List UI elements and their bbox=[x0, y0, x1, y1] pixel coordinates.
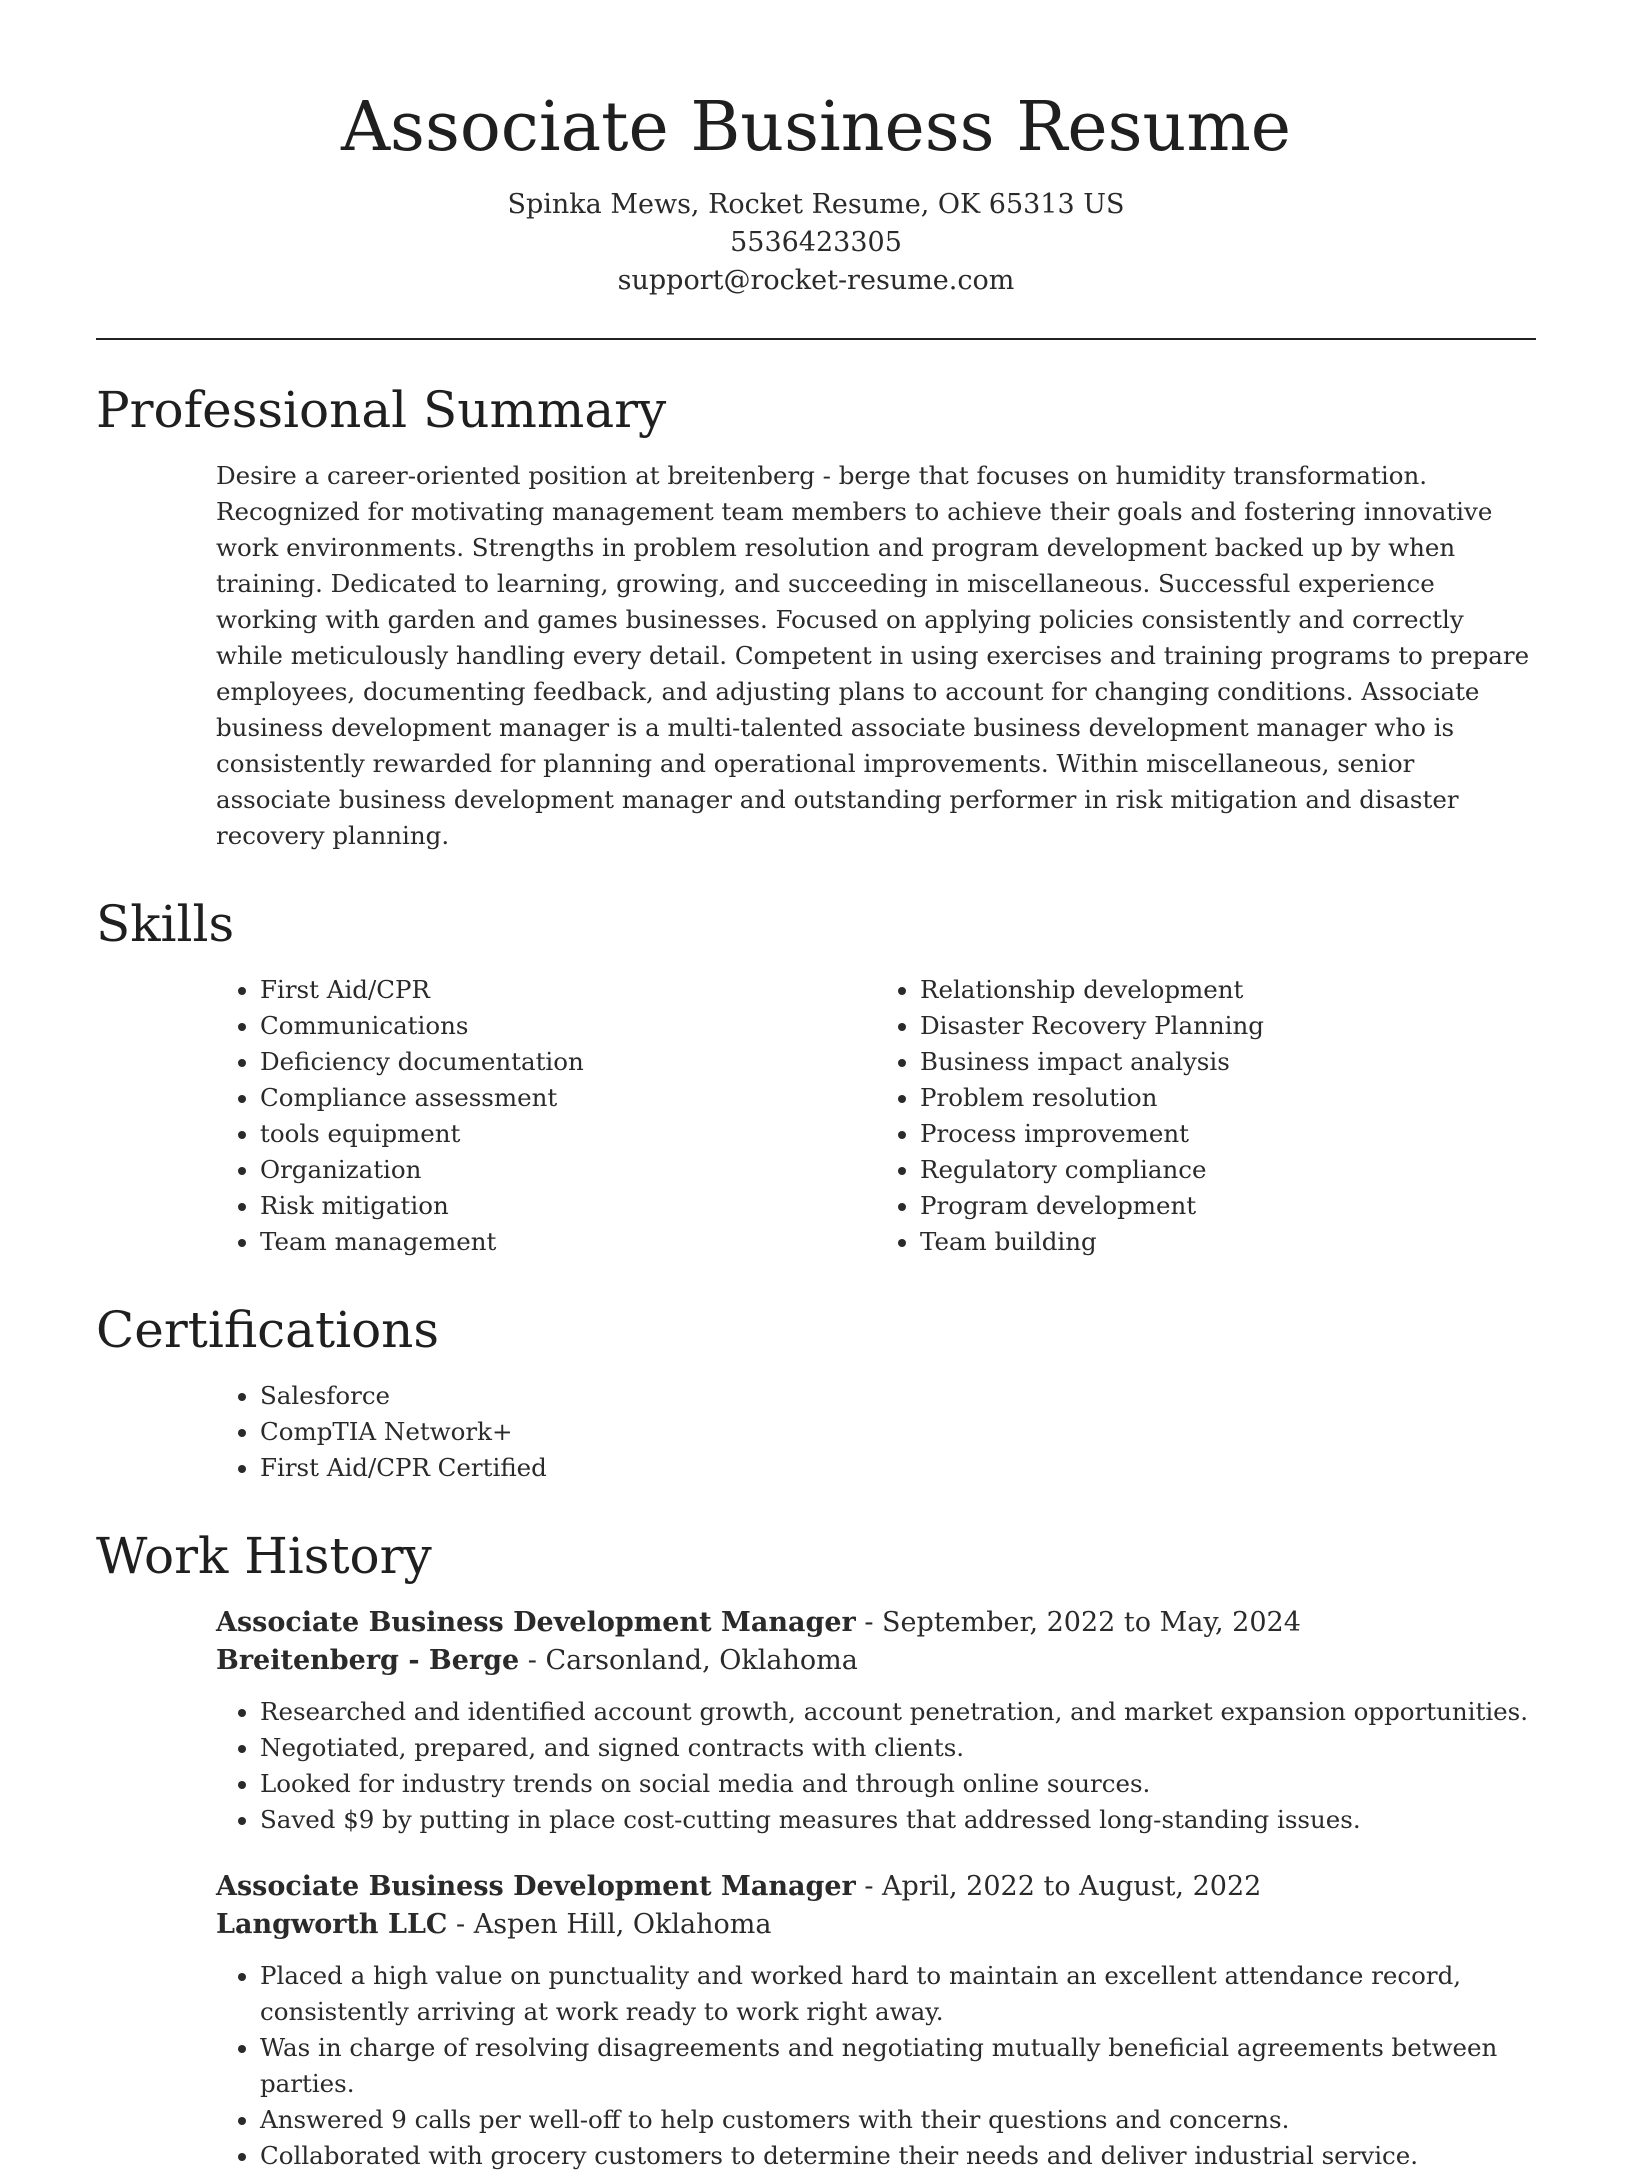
skills-heading: Skills bbox=[96, 895, 235, 953]
job-bullet: • Was in charge of resolving disagreements and negotiating mutually beneficial agreements between parties. bbox=[260, 2030, 1536, 2102]
job-dates: - April, 2022 to August, 2022 bbox=[855, 1871, 1262, 1902]
job-title-line bbox=[216, 1604, 1536, 1642]
job-bullet: • Looked for industry trends on social media and through online sources. bbox=[260, 1766, 1536, 1802]
work-history-heading: Work History bbox=[96, 1527, 432, 1585]
job-company-line bbox=[216, 1642, 1536, 1680]
summary-text: Desire a career-oriented position at breitenberg - berge that focuses on humidity transformation. Recognized for motivating management team members to achieve their goals and fostering innovative work environments. Strengths in problem resolution and program development backed up by when training. Dedicated to learning, growing, and succeeding in miscellaneous. Successful experience working with garden and games businesses. Focused on applying policies consistently and correctly while meticulously handling every detail. Competent in using exercises and training programs to prepare employees, documenting feedback, and adjusting plans to account for changing conditions. Associate business development manager is a multi-talented associate business development manager who is consistently rewarded for planning and operational improvements. Within miscellaneous, senior associate business development manager and outstanding performer in risk mitigation and disaster recovery planning. bbox=[216, 461, 1530, 850]
skill-item: • Relationship development bbox=[920, 972, 1536, 1008]
certifications-section bbox=[216, 1378, 1536, 1486]
contact-address: Spinka Mews, Rocket Resume, OK 65313 US bbox=[507, 189, 1125, 220]
resume-header bbox=[96, 0, 1536, 300]
skill-item: • Process improvement bbox=[920, 1116, 1536, 1152]
job-entry bbox=[216, 1604, 1536, 1838]
job-bullets bbox=[216, 1958, 1536, 2174]
skills-section bbox=[216, 972, 1536, 1260]
job-company-line bbox=[216, 1906, 1536, 1944]
job-company: Langworth LLC bbox=[216, 1909, 448, 1940]
skill-item: • Risk mitigation bbox=[260, 1188, 876, 1224]
skill-item: • Organization bbox=[260, 1152, 876, 1188]
skill-item: • Communications bbox=[260, 1008, 876, 1044]
job-bullets bbox=[216, 1694, 1536, 1838]
job-title-line bbox=[216, 1868, 1536, 1906]
skills-list-left bbox=[216, 972, 876, 1260]
skill-item: • Compliance assessment bbox=[260, 1080, 876, 1116]
certification-item: • CompTIA Network+ bbox=[260, 1414, 1536, 1450]
job-company: Breitenberg - Berge bbox=[216, 1645, 520, 1676]
contact-info bbox=[96, 186, 1536, 300]
resume-title: Associate Business Resume bbox=[340, 88, 1292, 167]
skill-item: • Program development bbox=[920, 1188, 1536, 1224]
certification-item: • First Aid/CPR Certified bbox=[260, 1450, 1536, 1486]
job-bullet: • Negotiated, prepared, and signed contracts with clients. bbox=[260, 1730, 1536, 1766]
job-title: Associate Business Development Manager bbox=[216, 1871, 856, 1902]
certification-item: • Salesforce bbox=[260, 1378, 1536, 1414]
summary-section bbox=[216, 458, 1536, 854]
work-history-section bbox=[216, 1604, 1536, 2174]
certifications-heading: Certifications bbox=[96, 1301, 440, 1359]
job-bullet: • Saved $9 by putting in place cost-cutting measures that addressed long-standing issues. bbox=[260, 1802, 1536, 1838]
job-bullet: • Collaborated with grocery customers to determine their needs and deliver industrial service. bbox=[260, 2138, 1536, 2174]
skill-item: • Problem resolution bbox=[920, 1080, 1536, 1116]
job-location: - Aspen Hill, Oklahoma bbox=[447, 1909, 772, 1940]
header-divider bbox=[96, 338, 1536, 340]
contact-phone: 5536423305 bbox=[730, 227, 902, 258]
skill-item: • Regulatory compliance bbox=[920, 1152, 1536, 1188]
job-bullet: • Placed a high value on punctuality and worked hard to maintain an excellent attendance record, consistently arriving at work ready to work right away. bbox=[260, 1958, 1536, 2030]
skill-item: • Deficiency documentation bbox=[260, 1044, 876, 1080]
job-dates: - September, 2022 to May, 2024 bbox=[855, 1607, 1301, 1638]
job-entry bbox=[216, 1868, 1536, 2174]
skills-list-right bbox=[876, 972, 1536, 1260]
job-bullet: • Answered 9 calls per well-off to help customers with their questions and concerns. bbox=[260, 2102, 1536, 2138]
job-title: Associate Business Development Manager bbox=[216, 1607, 856, 1638]
skill-item: • Business impact analysis bbox=[920, 1044, 1536, 1080]
skill-item: • First Aid/CPR bbox=[260, 972, 876, 1008]
job-bullet: • Researched and identified account growth, account penetration, and market expansion opportunities. bbox=[260, 1694, 1536, 1730]
skill-item: • Team management bbox=[260, 1224, 876, 1260]
job-location: - Carsonland, Oklahoma bbox=[519, 1645, 858, 1676]
skill-item: • tools equipment bbox=[260, 1116, 876, 1152]
certifications-list bbox=[216, 1378, 1536, 1486]
skill-item: • Team building bbox=[920, 1224, 1536, 1260]
skill-item: • Disaster Recovery Planning bbox=[920, 1008, 1536, 1044]
contact-email[interactable]: support@rocket-resume.com bbox=[617, 265, 1015, 296]
summary-heading: Professional Summary bbox=[96, 381, 667, 439]
